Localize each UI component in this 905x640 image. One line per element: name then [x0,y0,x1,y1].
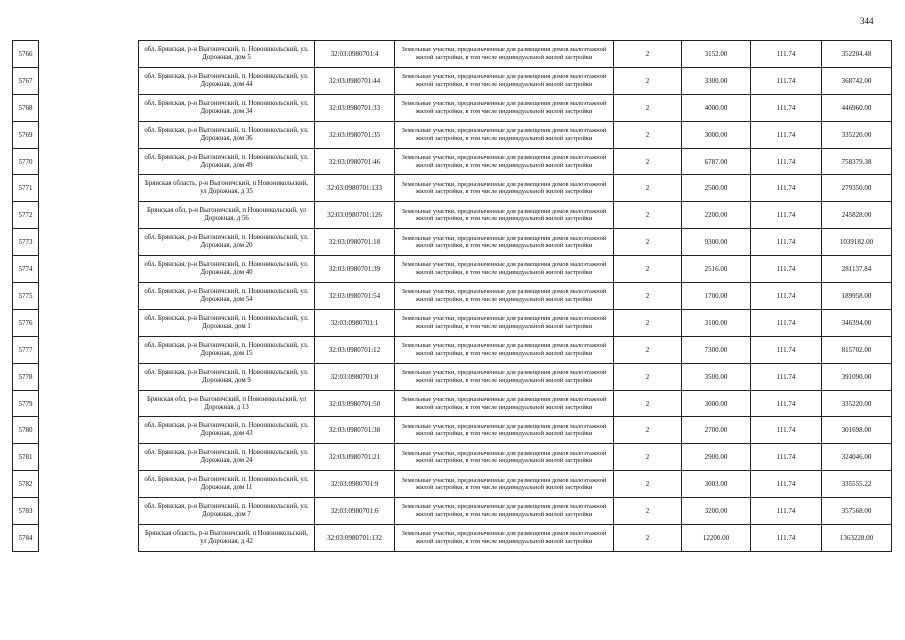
table-row [13,444,892,471]
category-cell: 2 [614,283,682,310]
cadastral-number-cell: 32:03:0980701:21 [315,444,395,471]
row-number: 5768 [13,94,39,121]
area-cell: 2200.00 [682,202,751,229]
row-number: 5772 [13,202,39,229]
category-cell: 2 [614,309,682,336]
category-cell: 2 [614,121,682,148]
cadastral-value-cell: 189958.00 [822,283,892,310]
land-purpose-cell: Земельные участки, предназначенные для размещения домов малоэтажной жилой застройки, в том числе индивидуальной жилой застройки [395,336,614,363]
cadastral-value-cell: 815702.00 [822,336,892,363]
table-row [13,283,892,310]
address-cell: обл. Брянская, р-н Выгоничский, п. Новоникольский, ул. Дорожная, дом 15 [139,336,315,363]
cadastral-value-cell: 346394.00 [822,309,892,336]
table-row [13,309,892,336]
category-cell: 2 [614,498,682,525]
rate-cell: 111.74 [751,175,822,202]
address-cell: обл. Брянская, р-н Выгоничский, п. Новоникольский, ул. Дорожная, дом 54 [139,283,315,310]
address-cell: обл. Брянская, р-н Выгоничский, п. Новоникольский, ул. Дорожная, дом 11 [139,471,315,498]
table-row [13,417,892,444]
rate-cell: 111.74 [751,444,822,471]
table-row [13,498,892,525]
address-cell: обл. Брянская, р-н Выгоничский, п. Новоникольский, ул. Дорожная, дом 7 [139,498,315,525]
land-purpose-cell: Земельные участки, предназначенные для размещения домов малоэтажной жилой застройки, в том числе индивидуальной жилой застройки [395,148,614,175]
land-purpose-cell: Земельные участки, предназначенные для размещения домов малоэтажной жилой застройки, в том числе индивидуальной жилой застройки [395,471,614,498]
blank-cell [39,309,139,336]
table-row [13,336,892,363]
row-number: 5781 [13,444,39,471]
address-cell: обл. Брянская, р-н Выгоничский, п. Новоникольский, ул. Дорожная, дом 24 [139,444,315,471]
land-purpose-cell: Земельные участки, предназначенные для размещения домов малоэтажной жилой застройки, в том числе индивидуальной жилой застройки [395,525,614,552]
land-purpose-cell: Земельные участки, предназначенные для размещения домов малоэтажной жилой застройки, в том числе индивидуальной жилой застройки [395,67,614,94]
land-purpose-cell: Земельные участки, предназначенные для размещения домов малоэтажной жилой застройки, в том числе индивидуальной жилой застройки [395,229,614,256]
cadastral-number-cell: 32:03:0980701:12 [315,336,395,363]
cadastral-value-cell: 1039182.00 [822,229,892,256]
area-cell: 12200.00 [682,525,751,552]
category-cell: 2 [614,94,682,121]
blank-cell [39,283,139,310]
cadastral-number-cell: 32:03:0980701:46 [315,148,395,175]
land-purpose-cell: Земельные участки, предназначенные для размещения домов малоэтажной жилой застройки, в том числе индивидуальной жилой застройки [395,121,614,148]
blank-cell [39,525,139,552]
category-cell: 2 [614,148,682,175]
row-number: 5767 [13,67,39,94]
area-cell: 6787.00 [682,148,751,175]
row-number: 5782 [13,471,39,498]
land-purpose-cell: Земельные участки, предназначенные для размещения домов малоэтажной жилой застройки, в том числе индивидуальной жилой застройки [395,390,614,417]
blank-cell [39,175,139,202]
rate-cell: 111.74 [751,121,822,148]
area-cell: 4000.00 [682,94,751,121]
area-cell: 3300.00 [682,67,751,94]
area-cell: 3200.00 [682,498,751,525]
address-cell: обл. Брянская, р-н Выгоничский, п. Новоникольский, ул. Дорожная, дом 40 [139,256,315,283]
table-row [13,229,892,256]
table-row [13,41,892,68]
blank-cell [39,417,139,444]
cadastral-number-cell: 32:03:0980701:50 [315,390,395,417]
category-cell: 2 [614,256,682,283]
cadastral-value-cell: 301698.00 [822,417,892,444]
rate-cell: 111.74 [751,336,822,363]
row-number: 5784 [13,525,39,552]
cadastral-value-cell: 368742.00 [822,67,892,94]
table-row [13,67,892,94]
address-cell: обл. Брянская, р-н Выгоничский, п. Новоникольский, ул. Дорожная, дом 43 [139,417,315,444]
category-cell: 2 [614,336,682,363]
cadastral-number-cell: 32:03:0980701:133 [315,175,395,202]
category-cell: 2 [614,41,682,68]
row-number: 5773 [13,229,39,256]
cadastral-value-cell: 335220.00 [822,390,892,417]
area-cell: 2900.00 [682,444,751,471]
blank-cell [39,121,139,148]
row-number: 5783 [13,498,39,525]
blank-cell [39,390,139,417]
row-number: 5766 [13,41,39,68]
cadastral-value-cell: 281137.84 [822,256,892,283]
rate-cell: 111.74 [751,283,822,310]
rate-cell: 111.74 [751,148,822,175]
blank-cell [39,94,139,121]
address-cell: обл. Брянская, р-н Выгоничский, п. Новоникольский, ул. Дорожная, дом 44 [139,67,315,94]
table-row [13,390,892,417]
cadastral-value-cell: 758379.38 [822,148,892,175]
row-number: 5780 [13,417,39,444]
row-number: 5778 [13,363,39,390]
table-row [13,202,892,229]
table-row [13,525,892,552]
blank-cell [39,202,139,229]
land-purpose-cell: Земельные участки, предназначенные для размещения домов малоэтажной жилой застройки, в том числе индивидуальной жилой застройки [395,175,614,202]
cadastral-number-cell: 32:03:0980701:44 [315,67,395,94]
cadastral-number-cell: 32:03:0980701:33 [315,94,395,121]
cadastral-number-cell: 32:03:0980701:126 [315,202,395,229]
table-row [13,121,892,148]
page-number: 344 [860,16,874,26]
area-cell: 3100.00 [682,309,751,336]
cadastral-number-cell: 32:03:0980701:6 [315,498,395,525]
land-purpose-cell: Земельные участки, предназначенные для размещения домов малоэтажной жилой застройки, в том числе индивидуальной жилой застройки [395,498,614,525]
area-cell: 2500.00 [682,175,751,202]
cadastral-number-cell: 32:03:0980701:4 [315,41,395,68]
cadastral-number-cell: 32:03:0980701:1 [315,309,395,336]
area-cell: 1700.00 [682,283,751,310]
land-purpose-cell: Земельные участки, предназначенные для размещения домов малоэтажной жилой застройки, в том числе индивидуальной жилой застройки [395,256,614,283]
category-cell: 2 [614,175,682,202]
rate-cell: 111.74 [751,309,822,336]
rate-cell: 111.74 [751,67,822,94]
area-cell: 9300.00 [682,229,751,256]
cadastral-number-cell: 32:03:0980701:18 [315,229,395,256]
address-cell: Брянская обл, р-н Выгоничский, п Новоникольский, ул Дорожная, д 13 [139,390,315,417]
blank-cell [39,363,139,390]
cadastral-value-cell: 391090.00 [822,363,892,390]
table-row [13,363,892,390]
rate-cell: 111.74 [751,363,822,390]
area-cell: 3500.00 [682,363,751,390]
row-number: 5771 [13,175,39,202]
rate-cell: 111.74 [751,202,822,229]
cadastral-value-cell: 324046.00 [822,444,892,471]
category-cell: 2 [614,363,682,390]
land-purpose-cell: Земельные участки, предназначенные для размещения домов малоэтажной жилой застройки, в том числе индивидуальной жилой застройки [395,94,614,121]
cadastral-number-cell: 32:03:0980701:132 [315,525,395,552]
blank-cell [39,256,139,283]
blank-cell [39,229,139,256]
cadastral-value-cell: 335555.22 [822,471,892,498]
address-cell: обл. Брянская, р-н Выгоничский, п. Новоникольский, ул. Дорожная, дом 5 [139,41,315,68]
table-row [13,256,892,283]
cadastral-number-cell: 32:03:0980701:8 [315,363,395,390]
blank-cell [39,67,139,94]
blank-cell [39,41,139,68]
cadastral-value-cell: 352204.48 [822,41,892,68]
row-number: 5775 [13,283,39,310]
rate-cell: 111.74 [751,229,822,256]
category-cell: 2 [614,444,682,471]
table-row [13,94,892,121]
table-row [13,175,892,202]
cadastral-value-cell: 357568.00 [822,498,892,525]
land-purpose-cell: Земельные участки, предназначенные для размещения домов малоэтажной жилой застройки, в том числе индивидуальной жилой застройки [395,417,614,444]
row-number: 5777 [13,336,39,363]
blank-cell [39,498,139,525]
area-cell: 7300.00 [682,336,751,363]
cadastral-number-cell: 32:03:0980701:54 [315,283,395,310]
address-cell: обл. Брянская, р-н Выгоничский, п. Новоникольский, ул. Дорожная, дом 34 [139,94,315,121]
address-cell: обл. Брянская, р-н Выгоничский, п. Новоникольский, ул. Дорожная, дом 36 [139,121,315,148]
rate-cell: 111.74 [751,94,822,121]
area-cell: 3152.00 [682,41,751,68]
blank-cell [39,148,139,175]
blank-cell [39,336,139,363]
table-row [13,471,892,498]
cadastral-number-cell: 32:03:0980701:39 [315,256,395,283]
table-row [13,148,892,175]
cadastral-number-cell: 32:03:0980701:38 [315,417,395,444]
land-purpose-cell: Земельные участки, предназначенные для размещения домов малоэтажной жилой застройки, в том числе индивидуальной жилой застройки [395,202,614,229]
area-cell: 3003.00 [682,471,751,498]
row-number: 5779 [13,390,39,417]
rate-cell: 111.74 [751,256,822,283]
rate-cell: 111.74 [751,41,822,68]
row-number: 5769 [13,121,39,148]
land-purpose-cell: Земельные участки, предназначенные для размещения домов малоэтажной жилой застройки, в том числе индивидуальной жилой застройки [395,309,614,336]
land-registry-table [12,40,892,552]
category-cell: 2 [614,67,682,94]
area-cell: 3000.00 [682,121,751,148]
cadastral-number-cell: 32:03:0980701:9 [315,471,395,498]
cadastral-value-cell: 279350.00 [822,175,892,202]
land-purpose-cell: Земельные участки, предназначенные для размещения домов малоэтажной жилой застройки, в том числе индивидуальной жилой застройки [395,41,614,68]
address-cell: обл. Брянская, р-н Выгоничский, п. Новоникольский, ул. Дорожная, дом 9 [139,363,315,390]
row-number: 5774 [13,256,39,283]
address-cell: обл. Брянская, р-н Выгоничский, п. Новоникольский, ул. Дорожная, дом 49 [139,148,315,175]
address-cell: обл. Брянская, р-н Выгоничский, п. Новоникольский, ул. Дорожная, дом 20 [139,229,315,256]
blank-cell [39,444,139,471]
address-cell: Брянская область, р-н Выгоничский, п Новоникольский, ул Дорожная, д 35 [139,175,315,202]
cadastral-number-cell: 32:03:0980701:35 [315,121,395,148]
area-cell: 2516.00 [682,256,751,283]
row-number: 5770 [13,148,39,175]
category-cell: 2 [614,525,682,552]
category-cell: 2 [614,229,682,256]
category-cell: 2 [614,390,682,417]
rate-cell: 111.74 [751,390,822,417]
cadastral-value-cell: 335220.00 [822,121,892,148]
rate-cell: 111.74 [751,498,822,525]
category-cell: 2 [614,202,682,229]
rate-cell: 111.74 [751,471,822,498]
area-cell: 3000.00 [682,390,751,417]
land-purpose-cell: Земельные участки, предназначенные для размещения домов малоэтажной жилой застройки, в том числе индивидуальной жилой застройки [395,444,614,471]
rate-cell: 111.74 [751,525,822,552]
category-cell: 2 [614,417,682,444]
cadastral-value-cell: 1363228.00 [822,525,892,552]
rate-cell: 111.74 [751,417,822,444]
address-cell: обл. Брянская, р-н Выгоничский, п. Новоникольский, ул. Дорожная, дом 1 [139,309,315,336]
table-body [13,41,892,552]
address-cell: Брянская обл, р-н Выгоничский, п Новоникольский, ул Дорожная, д 56 [139,202,315,229]
address-cell: Брянская область, р-н Выгоничский, п Новоникольский, ул Дорожная, д 42 [139,525,315,552]
cadastral-value-cell: 446960.00 [822,94,892,121]
cadastral-value-cell: 245828.00 [822,202,892,229]
land-purpose-cell: Земельные участки, предназначенные для размещения домов малоэтажной жилой застройки, в том числе индивидуальной жилой застройки [395,363,614,390]
category-cell: 2 [614,471,682,498]
land-purpose-cell: Земельные участки, предназначенные для размещения домов малоэтажной жилой застройки, в том числе индивидуальной жилой застройки [395,283,614,310]
blank-cell [39,471,139,498]
row-number: 5776 [13,309,39,336]
area-cell: 2700.00 [682,417,751,444]
